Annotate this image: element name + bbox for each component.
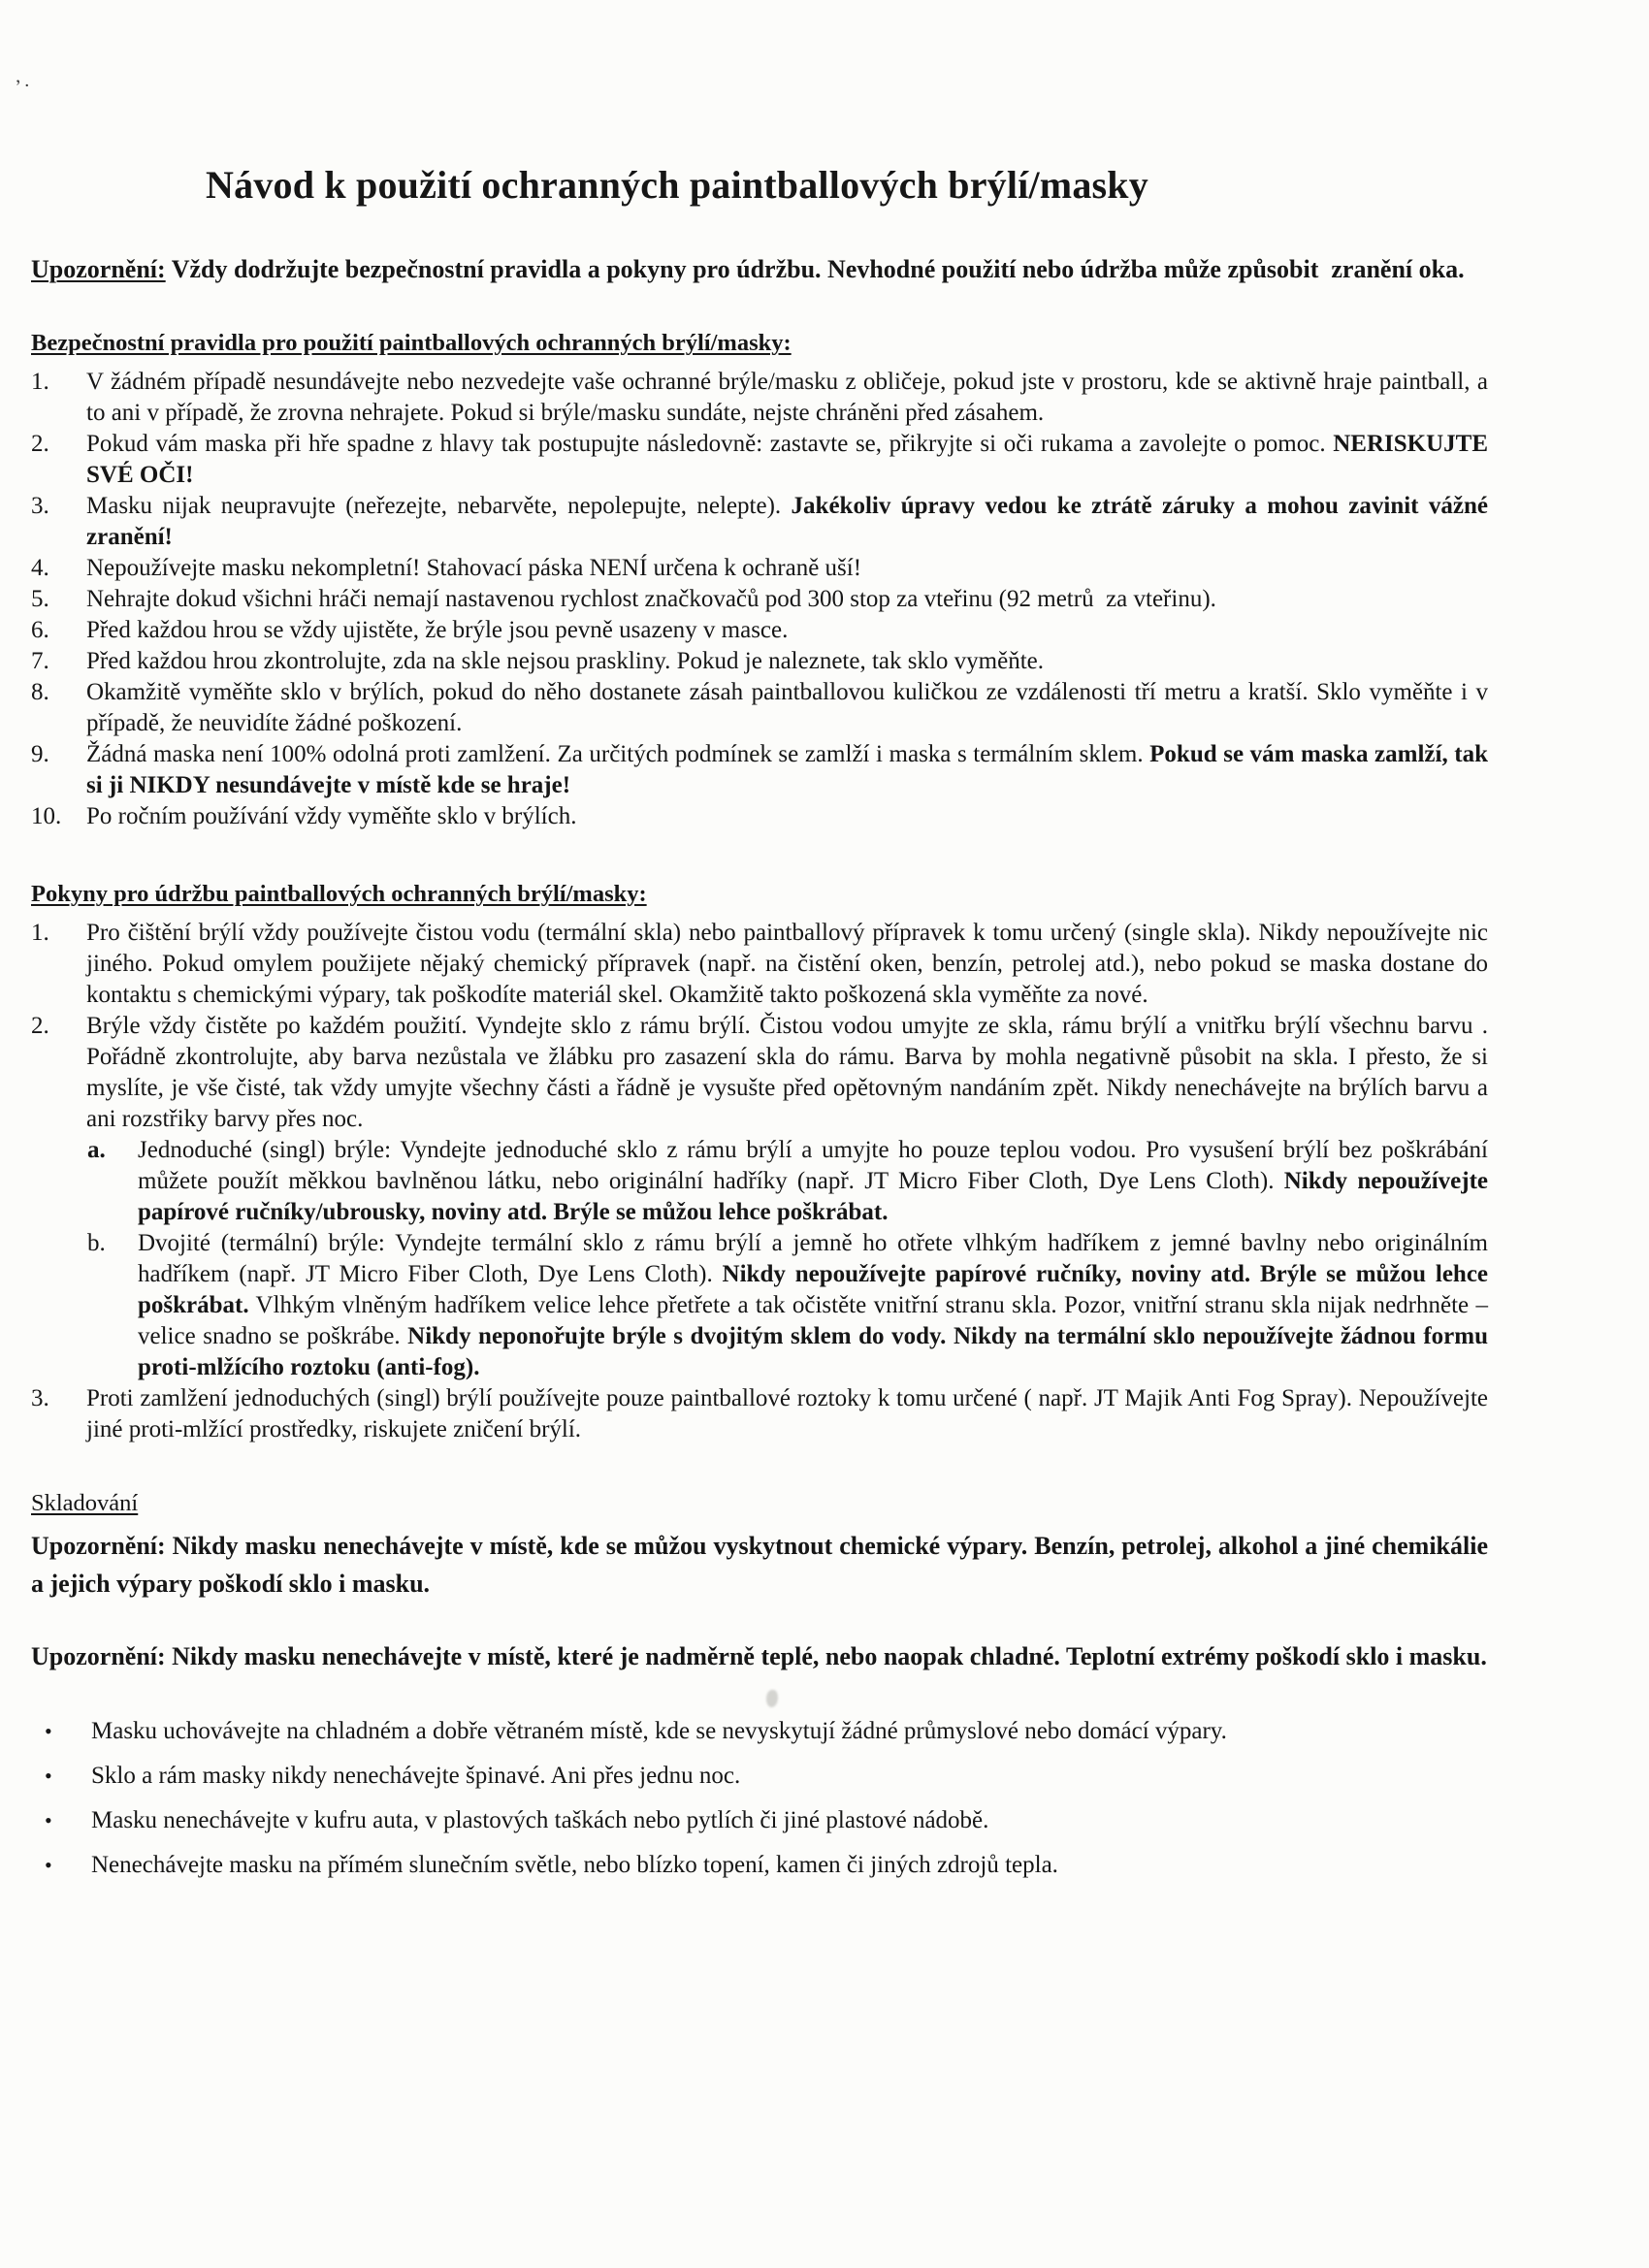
bullet-icon: • <box>45 1852 52 1877</box>
item-text: V žádném případě nesundávejte nebo nezvedejte vaše ochranné brýle/masku z obličeje, pokud jste v prostoru, kde se aktivně hraje paintball, a to ani v případě, že zrovna nehrajete. Pokud si brýle/masku sundáte, nejste chráněni před zásahem. <box>86 368 1488 426</box>
bullet-item <box>31 1805 1488 1836</box>
numbered-item <box>31 1011 1488 1135</box>
intro-warning: Upozornění: Vždy dodržujte bezpečnostní pravidla a pokyny pro údržbu. Nevhodné použití nebo údržba může způsobit zranění oka. <box>31 255 1465 283</box>
bullet-item <box>31 1850 1488 1881</box>
numbered-item <box>31 1135 1488 1228</box>
item-number: 1. <box>31 368 49 395</box>
bullet-text: Nenechávejte masku na přímém slunečním světle, nebo blízko topení, kamen či jiných zdrojů tepla. <box>91 1851 1058 1878</box>
numbered-item <box>31 1228 1488 1383</box>
item-number: 5. <box>31 585 49 612</box>
storage-warning-chemicals: Upozornění: Nikdy masku nenechávejte v místě, kde se můžou vyskytnout chemické výpary. Benzín, petrolej, alkohol a jiné chemikálie a jejich výpary poškodí sklo i masku. <box>31 1531 1488 1598</box>
item-number: 1. <box>31 919 49 946</box>
bullet-icon: • <box>45 1807 52 1832</box>
item-number: a. <box>87 1136 106 1163</box>
item-text: Pro čištění brýlí vždy používejte čistou vodu (termální skla) nebo paintballový přípravek k tomu určený (single skla). Nikdy nepoužívejte nic jiného. Pokud omylem použijete nějaký chemický přípravek (např. na čistění oken, benzín, petrolej atd.), nebo pokud se maska dostane do kontaktu s chemickými výpary, tak poškodíte materiál skel. Okamžitě takto poškozená skla vyměňte za nové. <box>86 919 1488 1008</box>
numbered-item <box>31 367 1488 429</box>
numbered-item <box>31 677 1488 739</box>
safety-section-heading: Bezpečnostní pravidla pro použití paintballových ochranných brýlí/masky: <box>31 330 792 356</box>
storage-bullets-list <box>31 1716 1488 1881</box>
item-text: Nepoužívejte masku nekompletní! Stahovací páska NENÍ určena k ochraně uší! <box>86 554 862 581</box>
numbered-item <box>31 429 1488 491</box>
item-number: 3. <box>31 1384 49 1411</box>
item-number: 10. <box>31 802 62 829</box>
bullet-text: Masku uchovávejte na chladném a dobře větraném místě, kde se nevyskytují žádné průmyslové nebo domácí výpary. <box>91 1717 1227 1744</box>
scan-artifact-smudge <box>766 1690 778 1707</box>
numbered-item <box>31 491 1488 553</box>
bullet-text: Masku nenechávejte v kufru auta, v plastových taškách nebo pytlích či jiné plastové nádobě. <box>91 1806 989 1833</box>
item-text: Nehrajte dokud všichni hráči nemají nastavenou rychlost značkovačů pod 300 stop za vteřinu (92 metrů za vteřinu). <box>86 585 1216 612</box>
item-number: 4. <box>31 554 49 581</box>
item-number: 7. <box>31 647 49 674</box>
numbered-item <box>31 646 1488 677</box>
numbered-item <box>31 918 1488 1011</box>
item-number: 9. <box>31 740 49 767</box>
storage-warning-temperature: Upozornění: Nikdy masku nenechávejte v místě, které je nadměrně teplé, nebo naopak chladné. Teplotní extrémy poškodí sklo i masku. <box>31 1641 1487 1670</box>
item-text: Okamžitě vyměňte sklo v brýlích, pokud do něho dostanete zásah paintballovou kuličkou ze vzdálenosti tří metru a kratší. Sklo vyměňte i v případě, že neuvidíte žádné poškození. <box>86 678 1488 736</box>
bullet-item <box>31 1716 1488 1747</box>
document-title: Návod k použití ochranných paintballových brýlí/masky <box>206 163 1148 207</box>
numbered-item <box>31 1383 1488 1445</box>
item-text: Po ročním používání vždy vyměňte sklo v brýlích. <box>86 802 577 829</box>
item-text: Jednoduché (singl) brýle: Vyndejte jednoduché sklo z rámu brýlí a umyjte ho pouze teplou vodou. Pro vysušení brýlí bez poškrábání můžete použít měkkou bavlněnou látku, nebo originální hadříky (např. JT Micro Fiber Cloth, Dye Lens Cloth). Nikdy nepoužívejte papírové ručníky/ubrousky, noviny atd. Brýle se můžou lehce poškrábat. <box>138 1136 1489 1225</box>
item-number: 3. <box>31 492 49 519</box>
item-number: 8. <box>31 678 49 705</box>
item-number: 2. <box>31 430 49 457</box>
maintenance-section-heading: Pokyny pro údržbu paintballových ochranných brýlí/masky: <box>31 880 647 907</box>
numbered-item <box>31 801 1488 832</box>
bullet-item <box>31 1761 1488 1792</box>
storage-section-heading: Skladování <box>31 1489 139 1516</box>
numbered-item <box>31 739 1488 801</box>
item-number: 6. <box>31 616 49 643</box>
item-number: 2. <box>31 1012 49 1039</box>
item-text: Žádná maska není 100% odolná proti zamlžení. Za určitých podmínek se zamlží i maska s termálním sklem. Pokud se vám maska zamlží, tak si ji NIKDY nesundávejte v místě kde se hraje! <box>86 740 1489 798</box>
scan-artifact-top-left: ʼ· <box>14 74 34 99</box>
bullet-text: Sklo a rám masky nikdy nenechávejte špinavé. Ani přes jednu noc. <box>91 1762 741 1789</box>
item-text: Před každou hrou se vždy ujistěte, že brýle jsou pevně usazeny v masce. <box>86 616 789 643</box>
item-text: Proti zamlžení jednoduchých (singl) brýlí používejte pouze paintballové roztoky k tomu určené ( např. JT Majik Anti Fog Spray). Nepoužívejte jiné proti-mlžící prostředky, riskujete zničení brýlí. <box>86 1384 1488 1442</box>
item-text: Brýle vždy čistěte po každém použití. Vyndejte sklo z rámu brýlí. Čistou vodou umyjte ze skla, rámu brýlí a vnitřku brýlí všechnu barvu . Pořádně zkontrolujte, aby barva nezůstala ve žlábku pro zasazení skla do rámu. Barva by mohla negativně působit na skla. I přesto, že si myslíte, je vše čisté, tak vždy umyjte všechny části a řádně je vysušte před opětovným nandáním zpět. Nikdy nenechávejte na brýlích barvu a ani rozstřiky barvy přes noc. <box>86 1012 1488 1132</box>
item-text: Masku nijak neupravujte (neřezejte, nebarvěte, nepolepujte, nelepte). Jakékoliv úpravy vedou ke ztrátě záruky a mohou zavinit vážné zranění! <box>86 492 1488 550</box>
maintenance-list <box>31 918 1488 1445</box>
bullet-icon: • <box>45 1718 52 1743</box>
item-text: Pokud vám maska při hře spadne z hlavy tak postupujte následovně: zastavte se, přikryjte si oči rukama a zavolejte o pomoc. NERISKUJTE SVÉ OČI! <box>86 430 1488 488</box>
numbered-item <box>31 615 1488 646</box>
item-text: Před každou hrou zkontrolujte, zda na skle nejsou praskliny. Pokud je naleznete, tak sklo vyměňte. <box>86 647 1045 674</box>
safety-rules-list <box>31 367 1488 832</box>
numbered-item <box>31 584 1488 615</box>
bullet-icon: • <box>45 1763 52 1788</box>
item-number: b. <box>87 1229 106 1256</box>
numbered-item <box>31 553 1488 584</box>
item-text: Dvojité (termální) brýle: Vyndejte termální sklo z rámu brýlí a jemně ho otřete vlhkým hadříkem z jemné bavlny nebo originálním hadříkem (např. JT Micro Fiber Cloth, Dye Lens Cloth). Nikdy nepoužívejte papírové ručníky, noviny atd. Brýle se můžou lehce poškrábat. Vlhkým vlněným hadříkem velice lehce přetřete a tak očistěte vnitřní stranu skla. Pozor, vnitřní stranu skla nijak nedrhněte – velice snadno se poškrábe. Nikdy neponořujte brýle s dvojitým sklem do vody. Nikdy na termální sklo nepoužívejte žádnou formu proti-mlžícího roztoku (anti-fog). <box>138 1229 1489 1380</box>
